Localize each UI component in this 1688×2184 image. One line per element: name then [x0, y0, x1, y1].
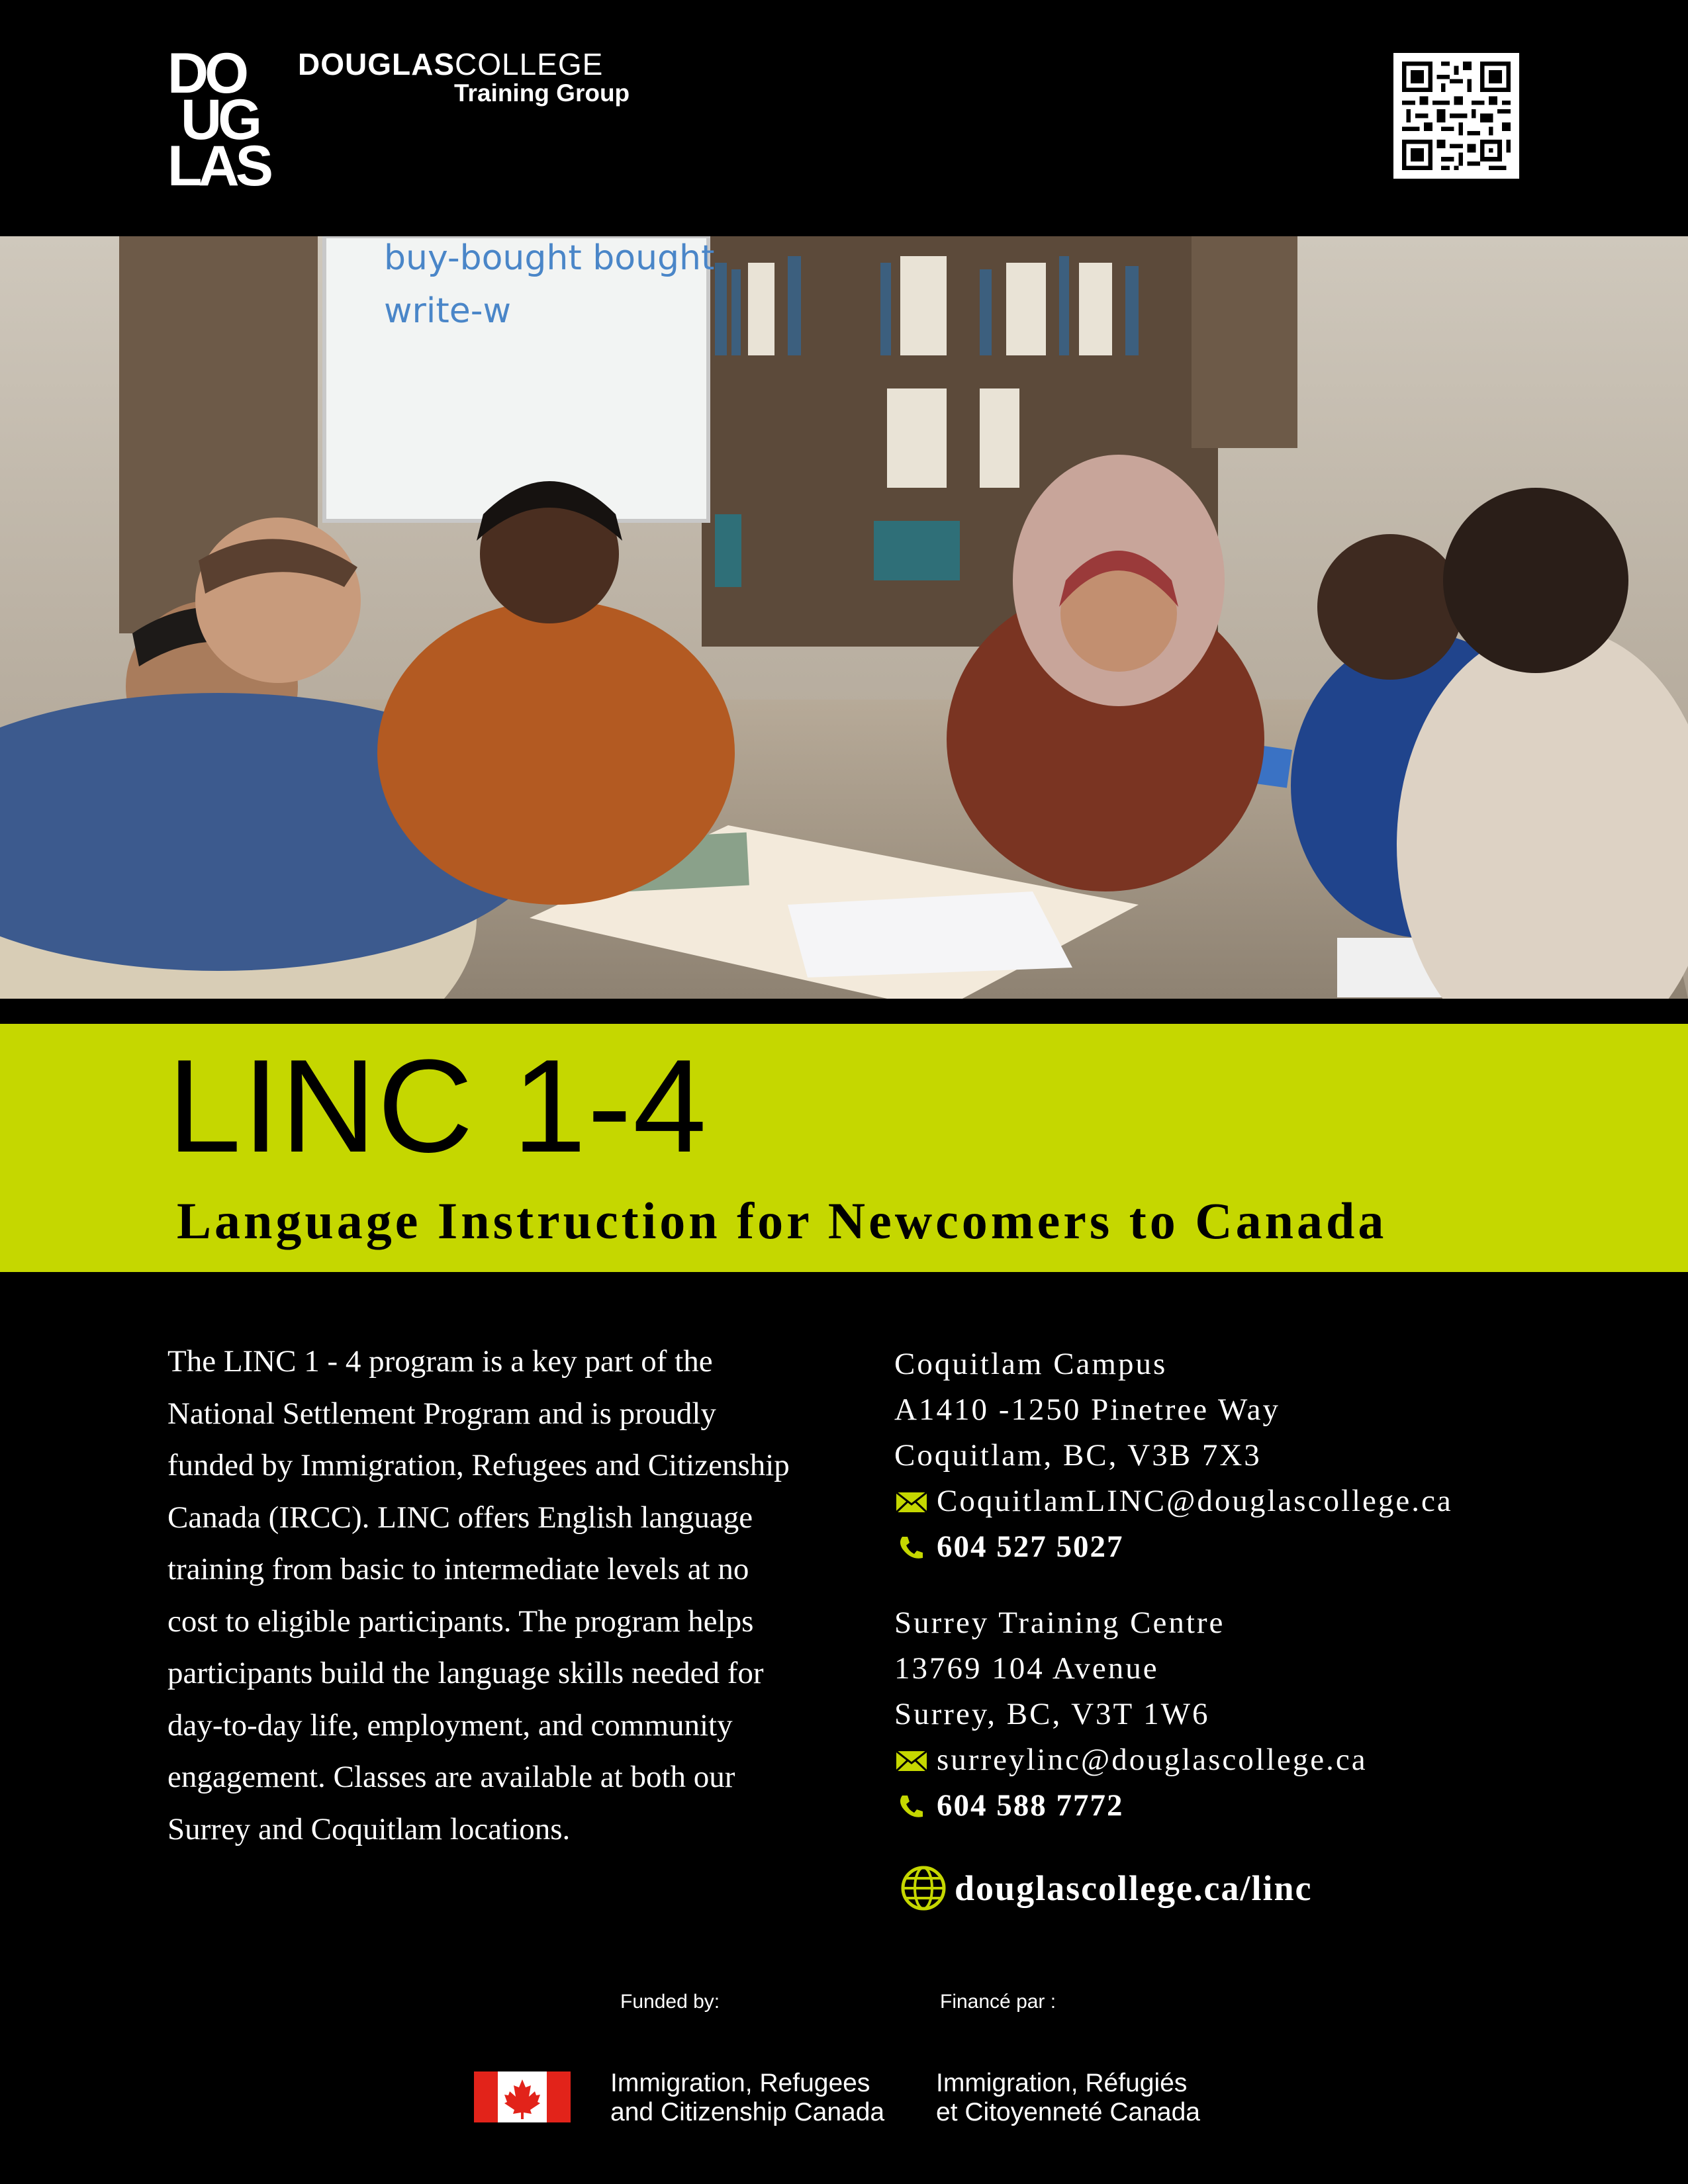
phone-contact[interactable] — [894, 1783, 1368, 1829]
department-fr-line-2: et Citoyenneté Canada — [936, 2098, 1200, 2126]
program-description: The LINC 1 - 4 program is a key part of the National Settlement Program and is proudly funded by Immigration, Refugees and Citizenship Canada (IRCC). LINC offers English language training from basic to intermediate levels at no cost to eligible participants. The program helps participants build the language skills needed for day-to-day life, employment, and community engagement. Classes are available at both our Surrey and Coquitlam locations. — [167, 1344, 790, 1846]
brand-name-bold: DOUGLAS — [298, 47, 455, 81]
email-contact[interactable] — [894, 1737, 1368, 1783]
location-address-1: 13769 104 Avenue — [894, 1651, 1159, 1686]
location-address-1: A1410 -1250 Pinetree Way — [894, 1392, 1280, 1427]
email-link[interactable]: surreylinc@douglascollege.ca — [937, 1743, 1368, 1777]
location-address-2: Coquitlam, BC, V3B 7X3 — [894, 1438, 1262, 1473]
whiteboard-line-1: buy-bought bought — [384, 238, 715, 278]
department-en-line-2: and Citizenship Canada — [610, 2098, 885, 2126]
email-icon — [894, 1488, 929, 1515]
phone-icon — [894, 1793, 929, 1819]
phone-number[interactable]: 604 527 5027 — [937, 1529, 1124, 1564]
logo-row-1: DO — [167, 42, 245, 105]
logo-row-2: UG — [181, 88, 258, 152]
phone-icon — [894, 1534, 929, 1561]
whiteboard-line-2: write-w — [384, 291, 512, 331]
douglas-logo — [167, 42, 306, 198]
department-fr-line-1: Immigration, Réfugiés — [936, 2069, 1188, 2097]
classroom-photo — [0, 236, 1688, 999]
page-subtitle: Language Instruction for Newcomers to Canada — [177, 1192, 1387, 1250]
funded-by-label: Funded by: — [620, 1991, 720, 2013]
email-contact[interactable] — [894, 1479, 1453, 1524]
logo-row-3: LAS — [167, 134, 269, 198]
qr-code-icon[interactable] — [1393, 53, 1519, 179]
finance-par-label: Financé par : — [940, 1991, 1056, 2013]
globe-icon — [900, 1865, 947, 1911]
location-surrey — [894, 1600, 1368, 1829]
location-name: Surrey Training Centre — [894, 1606, 1225, 1640]
location-address-2: Surrey, BC, V3T 1W6 — [894, 1697, 1210, 1731]
brand-name-rest: COLLEGE — [455, 47, 604, 81]
email-link[interactable]: CoquitlamLINC@douglascollege.ca — [937, 1484, 1453, 1518]
phone-contact[interactable] — [894, 1524, 1453, 1570]
canada-flag-icon — [474, 2071, 571, 2122]
phone-number[interactable]: 604 588 7772 — [937, 1788, 1124, 1823]
website-link[interactable] — [900, 1865, 1312, 1911]
department-name-en — [610, 2069, 884, 2127]
location-coquitlam — [894, 1342, 1453, 1570]
email-icon — [894, 1747, 929, 1774]
department-name-fr — [936, 2069, 1200, 2127]
location-name: Coquitlam Campus — [894, 1347, 1168, 1381]
brand-subtitle: Training Group — [454, 79, 630, 107]
website-url[interactable]: douglascollege.ca/linc — [955, 1868, 1313, 1908]
page-title: LINC 1-4 — [167, 1032, 708, 1180]
department-en-line-1: Immigration, Refugees — [610, 2069, 870, 2097]
brand-name — [298, 46, 603, 82]
